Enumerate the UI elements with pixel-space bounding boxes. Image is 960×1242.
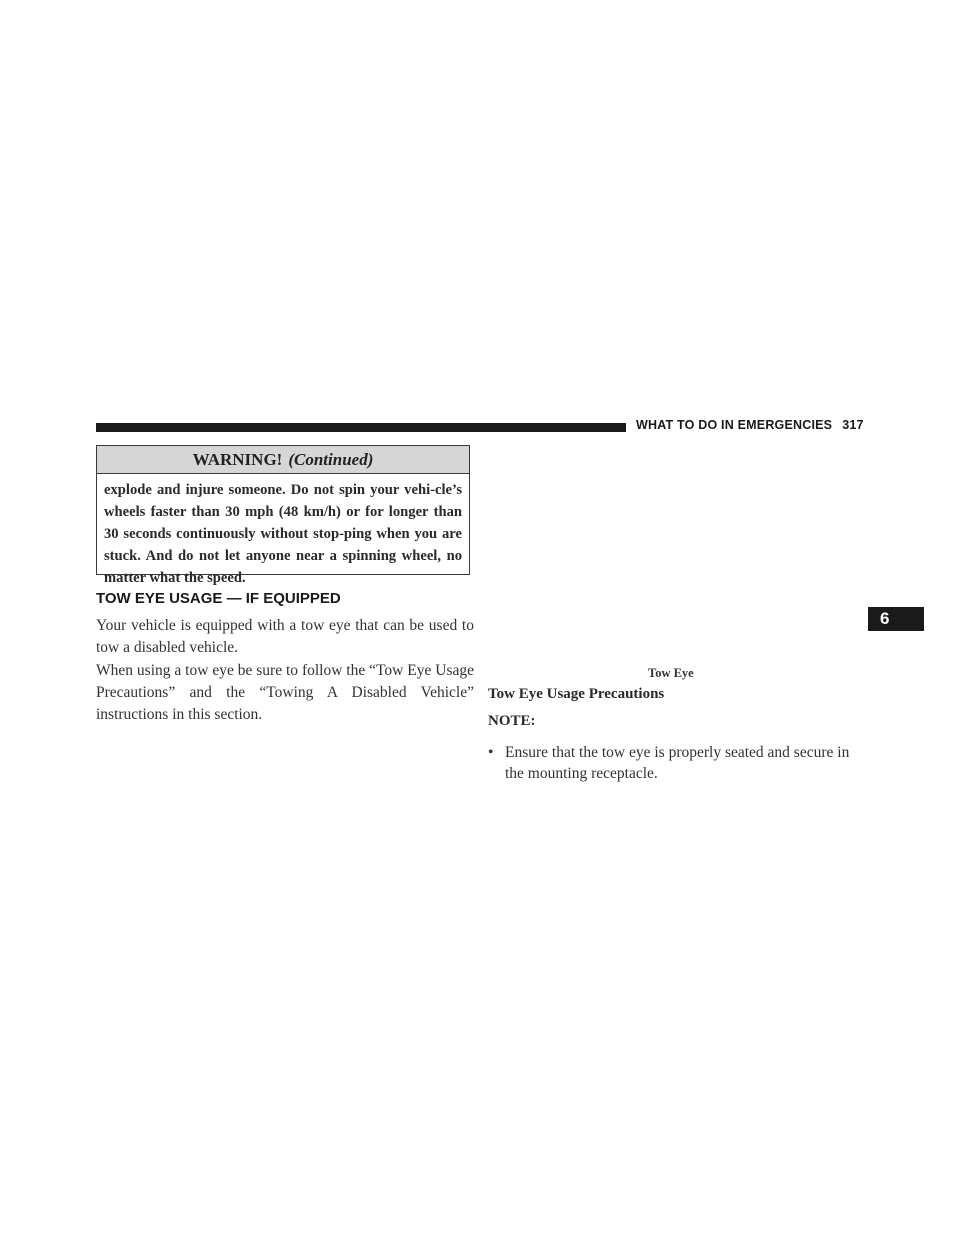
warning-title: WARNING! [192,450,283,469]
figure-caption: Tow Eye [648,666,694,680]
paragraph-instructions: When using a tow eye be sure to follow the “Tow Eye Usage Precautions” and the “Towing A Disabled Vehicle” instructions in this section. [96,662,474,723]
warning-text: explode and injure someone. Do not spin your vehi-cle’s wheels faster than 30 mph (48 km/h) or for longer than 30 seconds continuously without stop-ping when you are stuck. And do not let anyone near a spinning wheel, no matter what the speed. [104,482,462,586]
precautions-heading: Tow Eye Usage Precautions [488,686,665,702]
warning-continued: (Continued) [288,450,374,469]
section-heading: TOW EYE USAGE — IF EQUIPPED [96,590,341,607]
paragraph-intro: Your vehicle is equipped with a tow eye that can be used to tow a disabled vehicle. [96,617,474,656]
running-header [636,418,864,432]
header-section-title: WHAT TO DO IN EMERGENCIES [636,418,833,432]
chapter-tab[interactable]: 6 [868,607,924,631]
warning-header [97,446,469,474]
header-rule [96,423,626,432]
bullet-icon: • [488,744,494,761]
note-label: NOTE: [488,713,536,729]
warning-box [96,445,470,586]
list-item [488,742,868,784]
page-number: 317 [842,418,864,432]
bullet-text: Ensure that the tow eye is properly seated and secure in the mounting receptacle. [505,744,850,782]
